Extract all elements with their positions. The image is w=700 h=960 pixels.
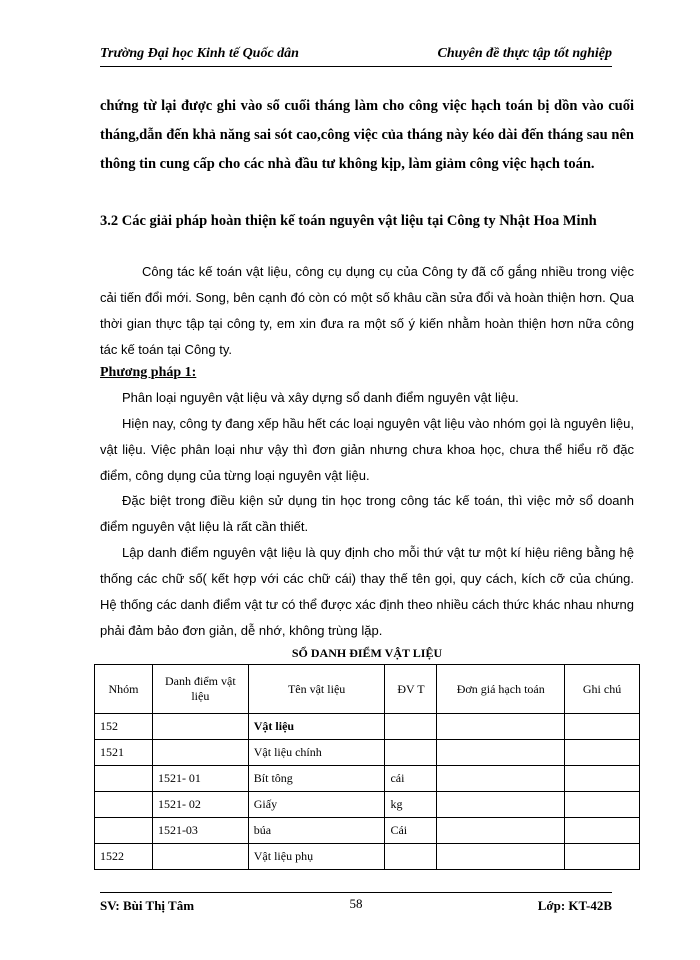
cell-group: 152 xyxy=(95,714,153,740)
cell-unit xyxy=(385,844,437,870)
cell-name: Vật liệu xyxy=(248,714,385,740)
header-divider xyxy=(100,66,612,67)
method-title: Phương pháp 1: xyxy=(100,365,197,380)
cell-code: 1521- 02 xyxy=(152,792,248,818)
header-university: Trường Đại học Kinh tế Quốc dân xyxy=(100,46,299,61)
header-report-title: Chuyên đề thực tập tốt nghiệp xyxy=(437,46,612,61)
table-title: SỔ DANH ĐIỂM VẬT LIỆU xyxy=(291,646,443,660)
cell-note xyxy=(565,766,640,792)
cell-unit: Cái xyxy=(385,818,437,844)
cell-price xyxy=(437,792,565,818)
cell-note xyxy=(565,714,640,740)
table-row xyxy=(95,818,640,844)
cell-unit: cái xyxy=(385,766,437,792)
table-row xyxy=(95,740,640,766)
cell-price xyxy=(437,818,565,844)
cell-name: Bít tông xyxy=(248,766,385,792)
cell-code: 1521- 01 xyxy=(152,766,248,792)
cell-unit xyxy=(385,740,437,766)
define-paragraph: Lập danh điểm nguyên vật liệu là quy định cho mỗi thứ vật tư một kí hiệu riêng bằng hệ thống các chữ số( kết hợp với các chữ cái) thay thế tên gọi, quy cách, kích cỡ của chúng. Hệ thống các danh điểm vật tư có thể được xác định theo nhiều cách thức khác nhau nhưng phải đảm bảo đơn giản, dễ nhớ, không trùng lặp. xyxy=(100,545,634,638)
cell-price xyxy=(437,714,565,740)
current-paragraph: Hiện nay, công ty đang xếp hầu hết các loại nguyên vật liệu vào nhóm gọi là nguyên liệu, vật liệu. Việc phân loại như vậy thì đơn giản nhưng chưa khoa học, chưa thể hiểu rõ đặc điểm, công dụng của từng loại nguyên vật liệu. xyxy=(100,416,634,483)
page-number: 58 xyxy=(349,896,363,911)
header-unit: ĐV T xyxy=(385,665,437,714)
header-price: Đơn giá hạch toán xyxy=(437,665,565,714)
cell-note xyxy=(565,792,640,818)
cell-note xyxy=(565,818,640,844)
cell-group: 1521 xyxy=(95,740,153,766)
cell-name: Giấy xyxy=(248,792,385,818)
cell-price xyxy=(437,844,565,870)
cell-code xyxy=(152,714,248,740)
cell-name: Vật liệu chính xyxy=(248,740,385,766)
cell-name: Vật liệu phụ xyxy=(248,844,385,870)
header-code: Danh điểm vật liệu xyxy=(152,665,248,714)
cell-group xyxy=(95,766,153,792)
special-paragraph: Đặc biệt trong điều kiện sử dụng tin học trong công tác kế toán, thì việc mở sổ doanh điểm nguyên vật liệu là rất cần thiết. xyxy=(100,493,634,534)
classify-paragraph: Phân loại nguyên vật liệu và xây dựng sổ danh điểm nguyên vật liệu. xyxy=(122,390,519,405)
cell-code xyxy=(152,844,248,870)
bold-paragraph: chứng từ lại được ghi vào sổ cuối tháng làm cho công việc hạch toán bị dồn vào cuối tháng,dẫn đến khả năng sai sót cao,công việc của tháng này kéo dài đến tháng sau nên thông tin cung cấp cho các nhà đầu tư không kịp, làm giảm công việc hạch toán. xyxy=(100,98,634,172)
cell-price xyxy=(437,766,565,792)
table-header-row xyxy=(95,665,640,714)
cell-unit: kg xyxy=(385,792,437,818)
footer-class: Lớp: KT-42B xyxy=(537,898,612,913)
table-row xyxy=(95,792,640,818)
cell-group xyxy=(95,792,153,818)
cell-name: búa xyxy=(248,818,385,844)
header-group: Nhóm xyxy=(95,665,153,714)
cell-group xyxy=(95,818,153,844)
material-catalog-table xyxy=(94,664,640,870)
intro-paragraph: Công tác kế toán vật liệu, công cụ dụng cụ của Công ty đã cố gắng nhiều trong việc cải tiến đổi mới. Song, bên cạnh đó còn có một số khâu cần sửa đổi và hoàn thiện hơn. Qua thời gian thực tập tại công ty, em xin đưa ra một số ý kiến nhằm hoàn thiện hơn nữa công tác kế toán tại Công ty. xyxy=(100,264,634,357)
header-name: Tên vật liệu xyxy=(248,665,385,714)
page-header xyxy=(100,44,612,68)
cell-price xyxy=(437,740,565,766)
page-footer xyxy=(100,896,612,916)
table-row xyxy=(95,766,640,792)
cell-group: 1522 xyxy=(95,844,153,870)
table-row xyxy=(95,844,640,870)
cell-note xyxy=(565,740,640,766)
section-title: 3.2 Các giải pháp hoàn thiện kế toán nguyên vật liệu tại Công ty Nhật Hoa Minh xyxy=(100,213,597,229)
footer-student: SV: Bùi Thị Tâm xyxy=(100,898,195,913)
footer-divider xyxy=(100,892,612,893)
header-note: Ghi chú xyxy=(565,665,640,714)
table-row xyxy=(95,714,640,740)
cell-code: 1521-03 xyxy=(152,818,248,844)
cell-code xyxy=(152,740,248,766)
cell-unit xyxy=(385,714,437,740)
cell-note xyxy=(565,844,640,870)
